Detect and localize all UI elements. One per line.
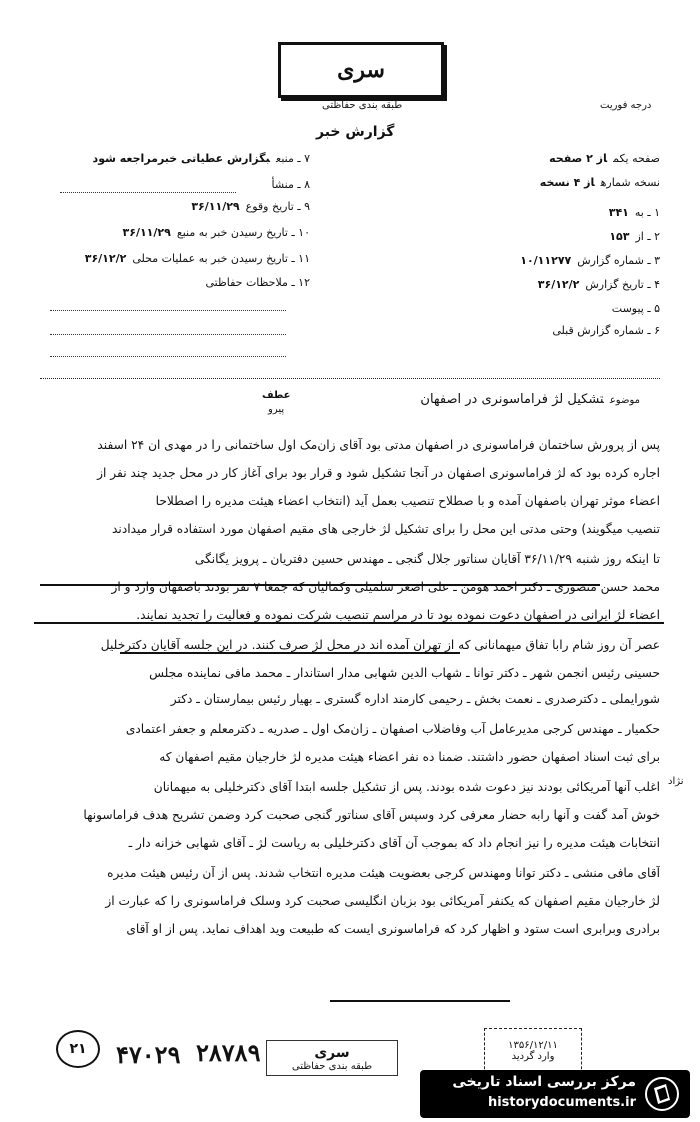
left-field-source-date: ۱۰ ـ تاریخ رسیدن خبر به منبع۳۶/۱۱/۲۹ [122,226,310,239]
body-line: برای ثبت اسناد اصفهان حضور داشتند. ضمنا ده نفر اعضاء هیئت مدیره لژ خارجیان مقیم اصفهان که [159,750,660,764]
header-separator [40,378,660,379]
underline-mark [330,1000,510,1002]
body-line: لژ خارجیان مقیم اصفهان که یکنفر آمریکائی بود بزبان انگلیسی صحبت کرد وسلک فراماسونری را که عبارت از [105,894,660,908]
margin-note-ref: عطف [262,390,291,401]
left-field-source: ۷ ـ منبعبگزارش عطیاتی خبرمراجعه شود [92,152,310,165]
footer-number-mid: ۲۸۷۸۹ [196,1038,261,1067]
underline-mark [40,584,600,586]
body-line: پس از پرورش ساختمان فراماسونری در اصفهان مدتی بود آقای زان‌مک اول ساختمانی را در مهدی ان ۲۴ اسفند [97,438,660,452]
left-field-security-notes: ۱۲ ـ ملاحظات حفاظتی [205,276,310,289]
footer-stamp-subtitle: طبقه بندی حفاظتی [291,1060,373,1072]
right-field-report-date: ۴ ـ تاریخ گزارش۳۶/۱۲/۲ [537,278,660,291]
right-field-copy: نسخه شمارهاز ۴ نسخه [539,176,660,189]
subject-label: موضوع [609,395,640,406]
footer-classification-stamp [266,1040,398,1076]
right-field-report-number: ۳ ـ شماره گزارش۱۰/۱۱۲۷۷ [520,254,660,267]
body-line: برادری وبرابری است ستود و اظهار کرد که فراماسونری ایست که طبیعت وید اهداف نماید. پس از او آقای [126,922,660,936]
left-field-event-date: ۹ ـ تاریخ وقوع۳۶/۱۱/۲۹ [191,200,310,213]
received-stamp-text: وارد گردید [511,1051,555,1062]
body-line: محمد حسن منصوری ـ دکتر احمد هومن ـ علی اصغر سلمیلی وکمالیان که جمعا ۷ نفر بودند باصفهان وارد و از [111,580,660,594]
body-line: اجاره کرده بود که لژ فراماسونری اصفهان در آنجا تشکیل شود و قرار بود برای آغاز کار در محل جدید چند نفر از [97,466,660,480]
body-line: خوش آمد گفت و آنها رابه حضار معرفی کرد وسپس آقای سناتور گنجی صحبت کرد وضمن تشریح هدف فراماسونها [83,808,660,822]
body-line: اعضاء لژ ایرانی در اصفهان دعوت نموده بود تا در مراسم تنصیب شرکت نموده و فعالیت را تجدید نمایند. [136,608,660,622]
left-field-origin: ۸ ـ منشأ [271,178,310,191]
underline-mark [120,652,460,654]
body-line: انتخابات هیئت مدیره را نیز انجام داد که بموجب آن آقای دکترخلیلی به ریاست لژ ـ آقای شهابی خزانه دار ـ [128,836,660,850]
margin-note-follow: پیرو [268,404,285,415]
left-field-ops-date: ۱۱ ـ تاریخ رسیدن خبر به عملیات محلی۳۶/۱۲/۲ [84,252,310,265]
body-line: آقای مافی منشی ـ دکتر توانا ومهندس کرجی بعضویت هیئت مدیره انتخاب شدند. پس از آن رئیس هیئت مدیره [107,866,660,880]
received-stamp [484,1028,582,1074]
right-field-to: ۱ ـ به۳۴۱ [608,206,660,219]
footer-stamp-title: سری [314,1044,350,1061]
right-field-attachment: ۵ ـ پیوست [611,302,660,315]
subject-line [420,392,640,407]
site-watermark [420,1070,690,1118]
underline-mark [34,622,664,624]
margin-note-side: نژاد [668,776,684,787]
report-title: گزارش خبر [316,124,395,140]
watermark-url: historydocuments.ir [487,1095,636,1110]
body-line: تا اینکه روز شنبه ۳۶/۱۱/۲۹ آقایان سناتور جلال گنجی ـ مهندس حسین دفتریان ـ پرویز یگانگی [194,552,660,566]
body-line: حسینی رئیس انجمن شهر ـ دکتر توانا ـ شهاب الدین شهابی مدار استاندار ـ محمد مافی نماینده مجلس [149,666,660,680]
right-field-previous-report: ۶ ـ شماره گزارش قبلی [552,324,660,337]
watermark-title: مرکز بررسی اسناد تاریخی [452,1074,636,1090]
body-line: اعضاء موثر تهران باصفهان آمده و با صطلاح تنصیب بعمل آید (انتخاب اعضاء هیئت مدیره را اصطلاحا [155,494,660,508]
body-line: حکمیار ـ مهندس کرجی مدیرعامل آب وفاضلاب اصفهان ـ زان‌مک اول ـ صدریه ـ دکترمعلم و جعفر اعتمادی [125,722,660,736]
classification-stamp: سری [278,42,444,98]
body-line: تنصیب میگویند) وحتی مدتی این محل را برای تشکیل لژ خارجی های مقیم اصفهان مورد استفاده قرار میدادند [112,522,660,536]
classification-level: طبقه بندی حفاظتی [322,100,403,111]
received-stamp-date: ۱۳۵۶/۱۲/۱۱ [508,1040,558,1051]
page-circle-number: ۲۱ [56,1030,100,1068]
archive-logo-icon [644,1076,680,1112]
footer-number-left: ۴۷۰۲۹ [116,1040,181,1069]
subject-text: تشکیل لژ فراماسونری در اصفهان [420,392,604,407]
body-line: اغلب آنها آمریکائی بودند نیز دعوت شده بودند. پس از تشکیل جلسه ابتدا آقای دکترخلیلی به میهمانان [153,780,660,794]
right-field-page: صفحه یکماز ۲ صفحه [549,152,660,165]
body-line: شورایملی ـ دکترصدری ـ نعمت بخش ـ رحیمی کارمند اداره گستری ـ بهیار رئیس بیمارستان ـ دکتر [170,692,660,706]
priority-label: درجه فوریت [600,100,652,111]
body-line: عصر آن روز شام رابا تفاق میهمانانی که از تهران آمده اند در محل لژ صرف کنند. در این جلسه آقایان دکترخلیل [100,638,660,652]
right-field-from: ۲ ـ از۱۵۳ [609,230,660,243]
